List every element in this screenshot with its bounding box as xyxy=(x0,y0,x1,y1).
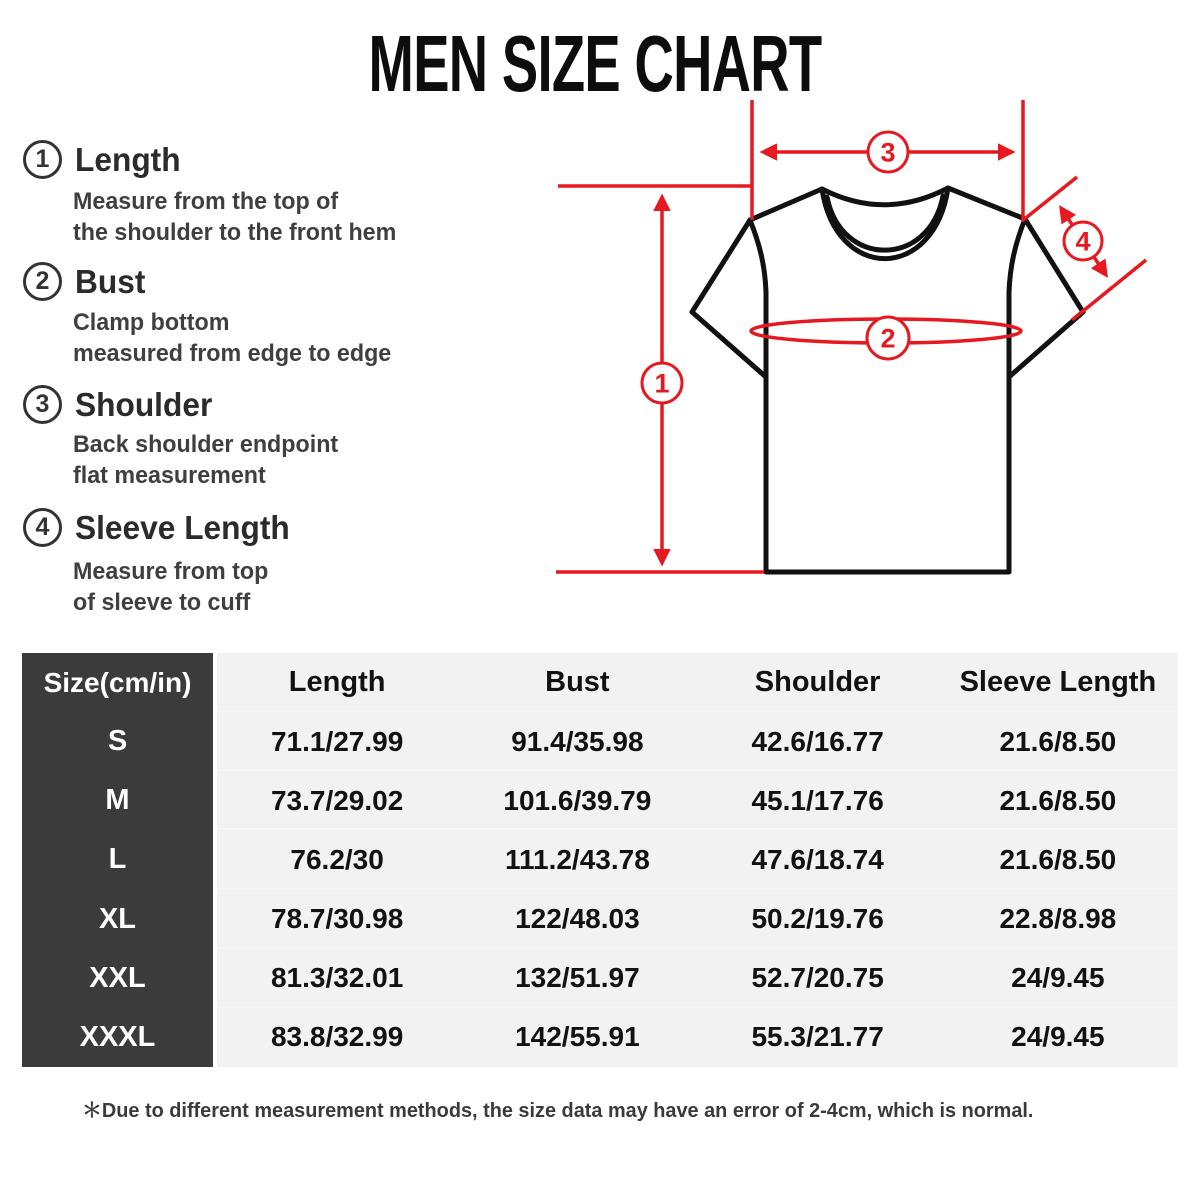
cell-length: 76.2/30 xyxy=(217,830,457,889)
cell-bust: 142/55.91 xyxy=(515,1021,640,1053)
instruction-shoulder xyxy=(23,385,218,424)
cell-shoulder: 42.6/16.77 xyxy=(698,712,938,771)
cell-length: 78.7/30.98 xyxy=(217,890,457,949)
circled-2-icon: 2 xyxy=(23,262,62,301)
cell-length: 81.3/32.01 xyxy=(217,949,457,1008)
row-size: XXL xyxy=(22,949,217,1008)
cell-sleeve: 22.8/8.98 xyxy=(938,890,1178,949)
cell-bust: 111.2/43.78 xyxy=(457,830,697,889)
table-header-shoulder: Shoulder xyxy=(698,653,938,712)
instruction-sleeve-length-desc xyxy=(73,556,268,618)
size-table xyxy=(22,653,1178,1067)
cell-sleeve: 21.6/8.50 xyxy=(938,771,1178,830)
row-size: XXXL xyxy=(22,1008,217,1067)
instruction-title: Bust xyxy=(75,262,146,300)
cell-shoulder: 45.1/17.76 xyxy=(698,771,938,830)
desc-line: Back shoulder endpoint xyxy=(73,431,339,458)
desc-line: Measure from top xyxy=(73,558,269,585)
desc-line: Measure from the top of xyxy=(73,188,339,215)
cell-sleeve: 21.6/8.50 xyxy=(938,830,1178,889)
row-size: L xyxy=(22,830,217,889)
left-sleeve xyxy=(692,220,766,377)
sleeve-upper-extension-line xyxy=(1022,177,1077,221)
tshirt-outline xyxy=(692,188,1083,572)
desc-line: Clamp bottom xyxy=(73,309,230,336)
desc-line: of sleeve to cuff xyxy=(73,589,251,616)
table-header-bust: Bust xyxy=(457,653,697,712)
page-title: MEN SIZE CHART xyxy=(368,19,822,108)
shoulder-label: 3 xyxy=(880,137,896,168)
row-size: M xyxy=(22,771,217,830)
cell-bust: 91.4/35.98 xyxy=(457,712,697,771)
cell-shoulder: 50.2/19.76 xyxy=(698,890,938,949)
cell-shoulder: 55.3/21.77 xyxy=(751,1021,884,1053)
sleeve-lower-extension-line xyxy=(1072,260,1146,320)
table-header-sleeve: Sleeve Length xyxy=(938,653,1178,712)
instruction-title: Shoulder xyxy=(75,385,213,423)
instruction-length-desc xyxy=(73,186,396,248)
desc-line: the shoulder to the front hem xyxy=(73,219,397,246)
footnote: ＊Due to different measurement methods, the size data may have an error of 2-4cm, which is normal. xyxy=(82,1099,1034,1122)
instruction-title: Length xyxy=(75,140,181,178)
desc-line: measured from edge to edge xyxy=(73,340,392,367)
bust-label: 2 xyxy=(880,323,896,354)
cell-bust: 101.6/39.79 xyxy=(457,771,697,830)
cell-length: 73.7/29.02 xyxy=(217,771,457,830)
instruction-title: Sleeve Length xyxy=(75,508,290,546)
circled-1-icon: 1 xyxy=(23,140,62,179)
table-header-length: Length xyxy=(217,653,457,712)
cell-shoulder: 52.7/20.75 xyxy=(698,949,938,1008)
circled-4-icon: 4 xyxy=(23,508,62,547)
cell-length: 83.8/32.99 xyxy=(270,1021,404,1053)
instruction-length xyxy=(23,140,185,179)
cell-sleeve: 24/9.45 xyxy=(938,949,1178,1008)
length-label: 1 xyxy=(654,368,670,399)
row-size: S xyxy=(22,712,217,771)
instruction-shoulder-desc xyxy=(73,429,338,491)
cell-length: 71.1/27.99 xyxy=(217,712,457,771)
instruction-bust xyxy=(23,262,148,301)
sleeve-label: 4 xyxy=(1075,226,1091,257)
instruction-sleeve-length xyxy=(23,508,299,547)
desc-line: flat measurement xyxy=(73,462,266,489)
cell-bust: 132/51.97 xyxy=(457,949,697,1008)
circled-3-icon: 3 xyxy=(23,385,62,424)
instruction-bust-desc xyxy=(73,307,391,369)
cell-sleeve: 21.6/8.50 xyxy=(938,712,1178,771)
cell-shoulder: 47.6/18.74 xyxy=(698,830,938,889)
cell-bust: 122/48.03 xyxy=(457,890,697,949)
back-collar xyxy=(822,188,948,205)
row-size: XL xyxy=(22,890,217,949)
tshirt-measurement-diagram xyxy=(540,90,1200,620)
cell-sleeve: 24/9.45 xyxy=(1011,1021,1105,1053)
table-header-size: Size(cm/in) xyxy=(22,653,217,712)
